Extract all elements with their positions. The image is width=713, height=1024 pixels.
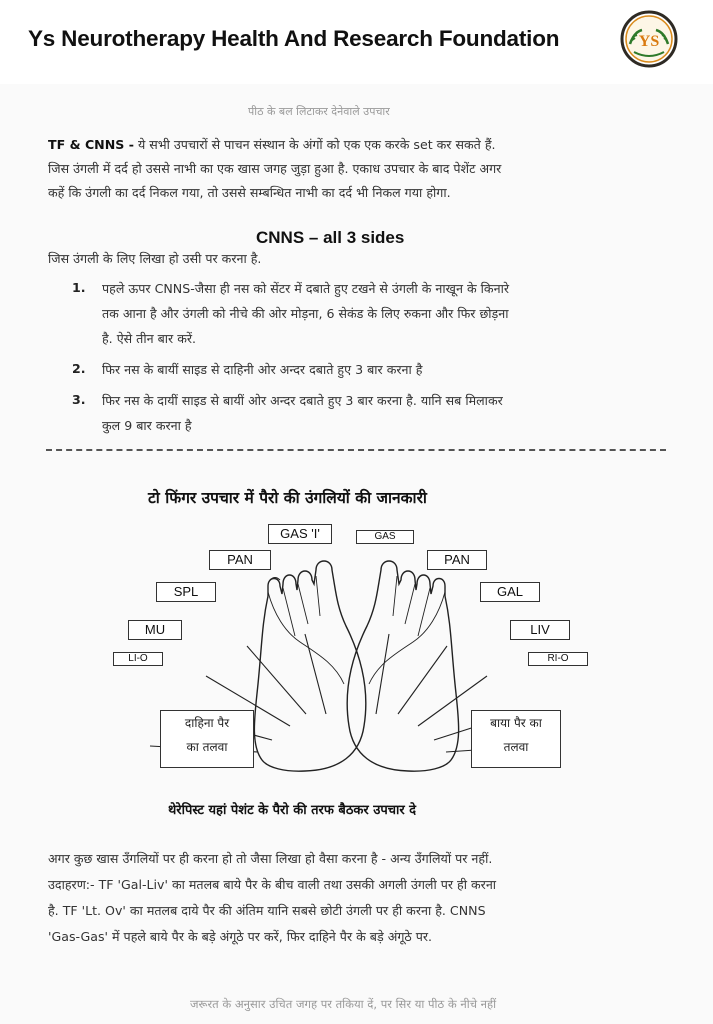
step-number: 1. [72,280,86,295]
label-li-o: LI-O [113,652,163,666]
closing-line-4: 'Gas-Gas' में पहले बाये पैर के बड़े अंगूठे पर करें, फिर दाहिने पैर के बड़े अंगूठे पर. [48,929,433,944]
label-ri-o: RI-O [528,652,588,666]
header [0,0,713,84]
intro-line-1 [48,136,496,153]
section-title: CNNS – all 3 sides [256,228,405,247]
diagram-title: टो फिंगर उपचार में पैरो की उंगलियों की जानकारी [148,488,427,507]
right-foot-label-line-2: तलवा [503,740,529,754]
intro-text-1: ये सभी उपचारों से पाचन संस्थान के अंगों को एक एक करके set कर सकते हैं. [137,137,496,152]
section-intro: जिस उंगली के लिए लिखा हो उसी पर करना है. [48,251,262,266]
right-foot-outline [347,561,458,771]
step-line: है. ऐसे तीन बार करें. [102,331,197,346]
step-line: फिर नस के दायीं साइड से बायीं ओर अन्दर दबाते हुए 3 बार करना है. यानि सब मिलाकर [102,393,503,408]
app-title: Ys Neurotherapy Health And Research Foundation [28,26,560,51]
step-line: पहले ऊपर CNNS-जैसा ही नस को सेंटर में दबाते हुए टखने से उंगली के नाखून के किनारे [102,281,509,296]
label-pan-right: PAN [427,550,487,570]
left-foot-label-line-2: का तलवा [186,740,228,754]
label-gal: GAL [480,582,540,602]
label-gas-i: GAS 'I' [268,524,332,544]
left-foot-label [160,710,254,768]
svg-text:YS: YS [638,33,660,50]
step-line: तक आना है और उंगली को नीचे की ओर मोड़ना, 6 सेकंड के लिए रुकना और फिर छोड़ना [102,306,509,321]
step-number: 3. [72,392,86,407]
left-foot-label-line-1: दाहिना पैर [184,716,230,730]
intro-lead: TF & CNNS - [48,137,134,152]
label-pan-left: PAN [209,550,271,570]
closing-line-3: है. TF 'Lt. Ov' का मतलब दाये पैर की अंतिम यानि सबसे छोटी उंगली पर ही करना है. CNNS [48,903,486,918]
feet-diagram [0,514,713,794]
right-foot-label [471,710,561,768]
step-line: फिर नस के बायीं साइड से दाहिनी ओर अन्दर दबाते हुए 3 बार करना है [102,362,423,377]
step-number: 2. [72,361,86,376]
label-spl: SPL [156,582,216,602]
dashed-divider [46,449,666,451]
step-line: कुल 9 बार करना है [102,418,192,433]
document-page [0,84,713,1024]
page-subtitle: पीठ के बल लिटाकर देनेवाले उपचार [248,105,390,118]
right-foot-label-line-1: बाया पैर का [490,716,542,730]
diagram-caption: थेरेपिस्ट यहां पेशंट के पैरो की तरफ बैठकर उपचार दे [168,803,417,818]
closing-line-2: उदाहरण:- TF 'Gal-Liv' का मतलब बाये पैर के बीच वाली तथा उसकी अगली उंगली पर ही करना [48,877,497,892]
label-gas-right: GAS [356,530,414,544]
intro-line-3: कहें कि उंगली का दर्द निकल गया, तो उससे सम्बन्धित नाभी का दर्द भी निकल गया होगा. [48,185,451,200]
footer-note: जरूरत के अनुसार उचित जगह पर तकिया दें, पर सिर या पीठ के नीचे नहीं [190,997,497,1011]
intro-line-2: जिस उंगली में दर्द हो उससे नाभी का एक खास जगह जुड़ा हुआ है. एकाध उपचार के बाद पेशेंट अगर [48,161,502,176]
label-liv: LIV [510,620,570,640]
closing-line-1: अगर कुछ खास उँगलियों पर ही करना हो तो जैसा लिखा हो वैसा करना है - अन्य उँगलियों पर नहीं. [48,851,493,866]
foundation-logo-icon [620,10,678,68]
label-mu: MU [128,620,182,640]
